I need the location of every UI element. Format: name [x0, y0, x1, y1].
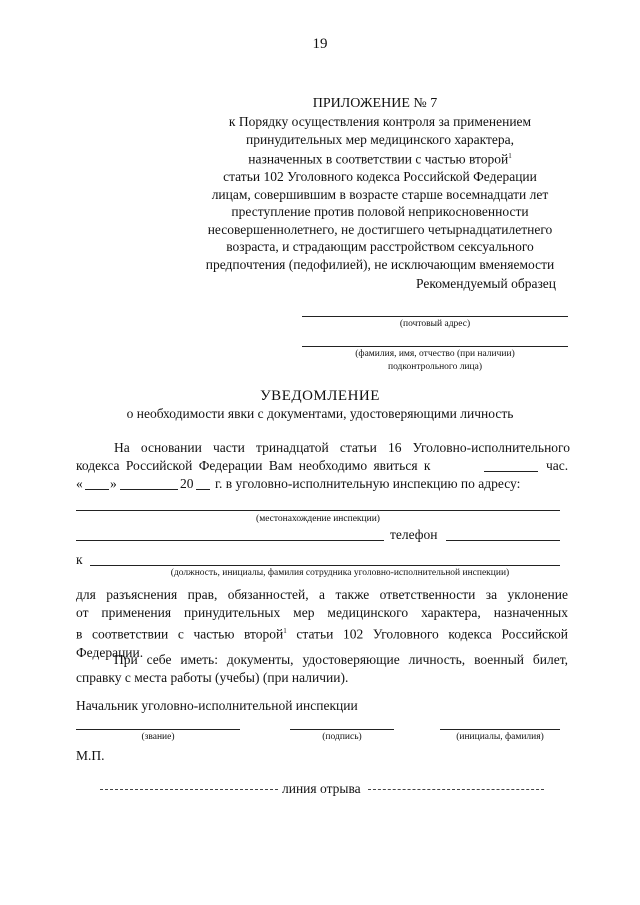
notice-heading: УВЕДОМЛЕНИЕ: [260, 388, 380, 404]
paragraph3: [76, 651, 568, 687]
tear-line-right: [368, 789, 544, 790]
paragraph2-line: в соответствии с частью второй$^1$ статьи 102 Уголовного кодекса Российской: [76, 626, 569, 642]
subtitle-line: возраста, и страдающим расстройством сексуального: [226, 239, 534, 254]
footnote-mark: 1: [283, 627, 287, 635]
person-name-caption: [302, 348, 568, 374]
month-blank: [120, 489, 178, 490]
location-line: [76, 510, 560, 511]
to-label: к: [76, 552, 83, 567]
paragraph3-line: При себе иметь: документы, удостоверяющие личность, военный билет,: [114, 652, 568, 667]
page-number: 19: [312, 36, 328, 52]
tear-line-left: [100, 789, 278, 790]
officer-line: [90, 565, 560, 566]
phone-number-line: [446, 540, 560, 541]
signature-caption: (подпись): [322, 732, 362, 742]
footnote-mark: 1: [508, 152, 512, 160]
officer-caption: (должность, инициалы, фамилия сотрудника уголовно-исполнительной инспекции): [170, 568, 510, 578]
initials-line: [440, 729, 560, 730]
day-close-quote: »: [110, 476, 117, 491]
initials-caption: (инициалы, фамилия): [456, 732, 544, 742]
paragraph1-line3-rest: г. в уголовно-исполнительную инспекцию по адресу:: [215, 476, 521, 491]
tear-line-label: линия отрыва: [282, 781, 361, 796]
appendix-subtitle: [180, 113, 580, 273]
rank-caption: (звание): [141, 732, 175, 742]
paragraph1-line1: На основании части тринадцатой статьи 16 Уголовно-исполнительного: [114, 440, 570, 455]
subtitle-line: предпочтения (педофилией), не исключающим вменяемости: [205, 256, 555, 272]
year-prefix: 20: [180, 476, 194, 491]
postal-address-caption: (почтовый адрес): [399, 319, 471, 329]
postal-address-line: [302, 316, 568, 317]
subtitle-line: принудительных мер медицинского характера,: [245, 131, 515, 147]
subtitle-line: преступление против половой неприкосновенности: [231, 204, 529, 219]
paragraph2-line: от применения принудительных мер медицинского характера, назначенных: [76, 605, 568, 620]
stamp-label: М.П.: [76, 748, 105, 763]
appendix-title: ПРИЛОЖЕНИЕ № 7: [312, 96, 438, 111]
subtitle-line: лицам, совершившим в возрасте старше восемнадцати лет: [211, 186, 549, 202]
paragraph2-line: Федерации.: [76, 644, 144, 660]
signature-line: [290, 729, 394, 730]
paragraph3-line: справку с места работы (учебы) (при наличии).: [76, 670, 349, 685]
subtitle-line: несовершеннолетнего, не достигшего четырнадцатилетнего: [207, 221, 553, 237]
location-caption: (местонахождение инспекции): [256, 514, 380, 524]
notice-subheading: о необходимости явки с документами, удостоверяющими личность: [126, 406, 514, 421]
hour-label: час.: [546, 458, 569, 473]
paragraph1-line2: [76, 457, 570, 475]
rank-line: [76, 729, 240, 730]
head-title: Начальник уголовно-исполнительной инспекции: [76, 698, 358, 713]
caption-line: подконтрольного лица): [388, 362, 482, 372]
phone-left-line: [76, 540, 384, 541]
person-name-line: [302, 346, 568, 347]
subtitle-line: к Порядку осуществления контроля за применением: [228, 114, 532, 129]
paragraph1-line2-text: кодекса Российской Федерации Вам необходимо явиться к: [76, 458, 431, 473]
paragraph2-line: для разъяснения прав, обязанностей, а также ответственности за уклонение: [76, 587, 568, 602]
day-open-quote: «: [76, 476, 83, 491]
hour-blank: [484, 471, 538, 472]
year-blank: [196, 489, 210, 490]
sample-label: Рекомендуемый образец: [416, 276, 557, 291]
caption-line: (фамилия, имя, отчество (при наличии): [355, 349, 515, 359]
day-blank: [85, 489, 109, 490]
subtitle-line: назначенных в соответствии с частью второй$^1$: [248, 151, 512, 167]
subtitle-line: статьи 102 Уголовного кодекса Российской Федерации: [223, 169, 537, 184]
phone-label: телефон: [390, 527, 438, 542]
